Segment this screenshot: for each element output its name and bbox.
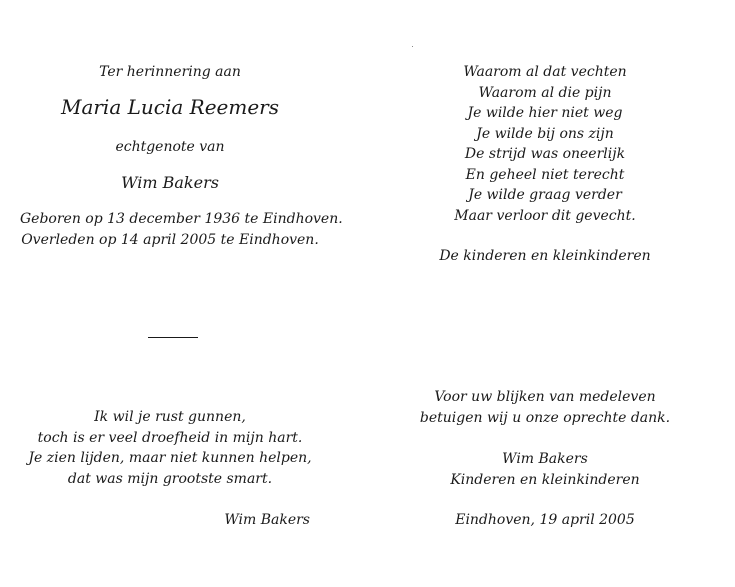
poem-line: Je wilde bij ons zijn [476,125,614,142]
death-line: Overleden op 14 april 2005 te Eindhoven. [21,231,319,248]
thanks-line: Voor uw blijken van medeleven [434,389,656,405]
signature-text: Wim Bakers [224,512,310,528]
spouse-name: Wim Bakers [121,173,219,192]
poem-line: toch is er veel droefheid in mijn hart. [37,429,303,446]
left-poem-signature [180,510,310,531]
poem-line: Maar verloor dit gevecht. [454,207,636,224]
divider-line [148,337,198,338]
spouse-of-text: echtgenote van [115,138,225,155]
poem-line: Ik wil je rust gunnen, [94,409,246,425]
in-memory-of-text: Ter herinnering aan [99,64,241,80]
poem-line: Je wilde graag verder [468,187,622,203]
poem-line: En geheel niet terecht [465,166,625,183]
poem-line: Je zien lijden, maar niet kunnen helpen, [28,450,312,466]
place-and-date [395,510,695,531]
signature-text: De kinderen en kleinkinderen [439,248,651,264]
right-poem-signature [395,246,695,267]
signature-text: Kinderen en kleinkinderen [450,471,640,488]
signature-text: Wim Bakers [502,451,588,467]
thanks-message [395,387,695,428]
left-poem [20,407,320,489]
poem-line: Je wilde hier niet weg [467,105,623,121]
right-poem [395,62,695,226]
poem-line: De strijd was oneerlijk [464,146,626,162]
scan-speck [412,46,413,47]
place-date-text: Eindhoven, 19 april 2005 [455,512,635,528]
life-dates [20,209,343,250]
birth-line: Geboren op 13 december 1936 te Eindhoven. [20,211,343,227]
deceased-name: Maria Lucia Reemers [60,94,280,119]
poem-line: Waarom al die pijn [478,84,612,101]
poem-line: Waarom al dat vechten [463,64,627,80]
thanks-line: betuigen wij u onze oprechte dank. [419,409,671,426]
memorial-header [20,62,343,250]
poem-line: dat was mijn grootste smart. [67,470,273,487]
thanks-signature [395,449,695,490]
